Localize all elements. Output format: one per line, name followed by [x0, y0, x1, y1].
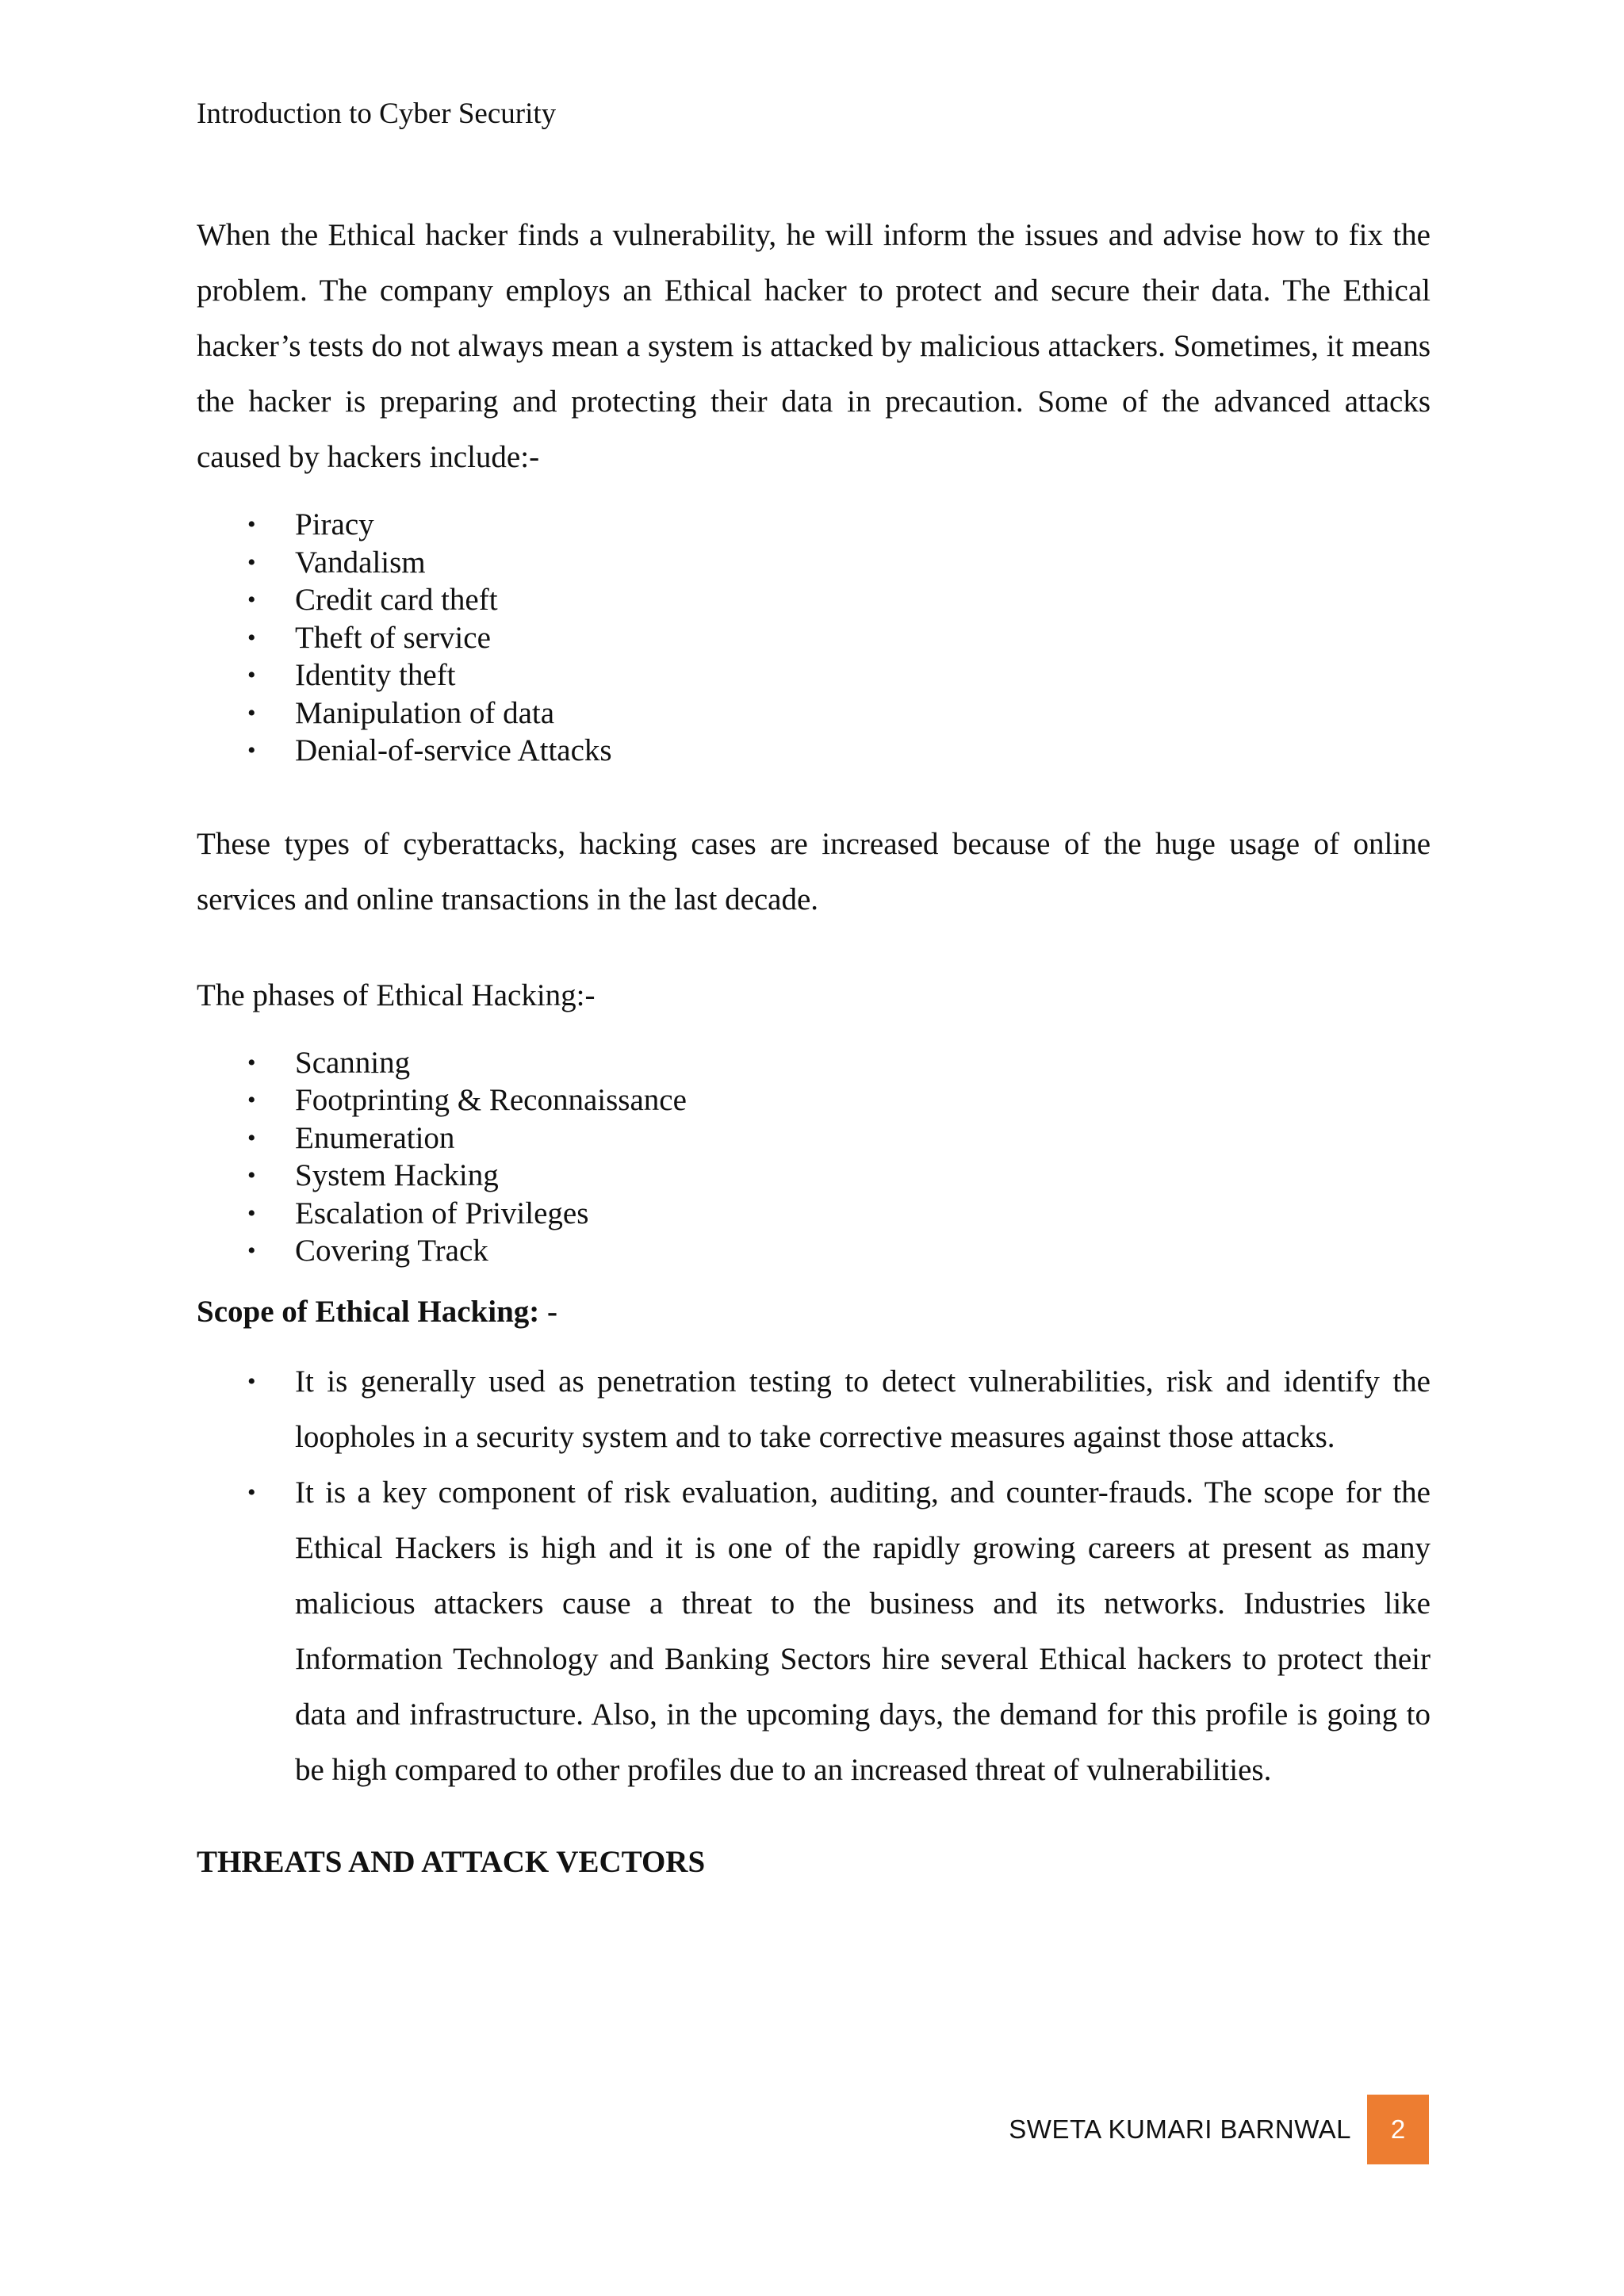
list-item-text: It is generally used as penetration testing to detect vulnerabilities, risk and identify the loopholes in a security system and to take corrective measures against those attacks.	[295, 1364, 1431, 1454]
list-item-text: Vandalism	[295, 545, 426, 580]
bullet-icon: •	[247, 1124, 256, 1151]
list-item	[197, 1157, 1431, 1195]
list-item	[197, 581, 1431, 619]
attacks-list	[197, 506, 1431, 770]
list-item-text: Escalation of Privileges	[295, 1196, 589, 1230]
bullet-icon: •	[247, 737, 256, 763]
scope-heading: Scope of Ethical Hacking: -	[197, 1294, 557, 1329]
list-item	[197, 656, 1431, 695]
list-item-text: Footprinting & Reconnaissance	[295, 1083, 687, 1117]
intro-paragraph: When the Ethical hacker finds a vulnerability, he will inform the issues and advise how to fix the problem. The company employs an Ethical hacker to protect and secure their data. The Ethical hacker’s tests do not always mean a system is attacked by malicious attackers. Sometimes, it means the hacker is preparing and protecting their data in precaution. Some of the advanced attacks caused by hackers include:-	[197, 218, 1431, 474]
list-item	[197, 506, 1431, 544]
list-item-text: Enumeration	[295, 1120, 455, 1155]
author-name: SWETA KUMARI BARNWAL	[1009, 2114, 1351, 2144]
bullet-icon: •	[247, 1479, 256, 1506]
bullet-icon: •	[247, 1162, 256, 1188]
list-item	[197, 695, 1431, 733]
list-item-text: Piracy	[295, 507, 374, 541]
list-item	[197, 1195, 1431, 1233]
bullet-icon: •	[247, 511, 256, 538]
list-item	[197, 544, 1431, 582]
list-item-text: Manipulation of data	[295, 695, 555, 730]
bullet-icon: •	[247, 1368, 256, 1395]
bullet-icon: •	[247, 1200, 256, 1226]
list-item-text: Scanning	[295, 1045, 411, 1080]
bullet-icon: •	[247, 1087, 256, 1113]
bullet-icon: •	[247, 1049, 256, 1076]
list-item-text: Covering Track	[295, 1234, 488, 1268]
list-item	[197, 1119, 1431, 1158]
list-item	[197, 1232, 1431, 1270]
page-footer	[1009, 2095, 1429, 2164]
bullet-icon: •	[247, 587, 256, 613]
list-item	[197, 1044, 1431, 1082]
scope-list	[197, 1354, 1431, 1798]
page-content	[197, 208, 1431, 1882]
list-item	[197, 732, 1431, 770]
list-item	[197, 1465, 1431, 1798]
bullet-icon: •	[247, 1238, 256, 1264]
bullet-icon: •	[247, 624, 256, 651]
phases-intro: The phases of Ethical Hacking:-	[197, 978, 596, 1012]
list-item-text: System Hacking	[295, 1158, 499, 1192]
threats-heading: THREATS AND ATTACK VECTORS	[197, 1844, 706, 1879]
list-item	[197, 1081, 1431, 1119]
bullet-icon: •	[247, 699, 256, 726]
page-number-badge: 2	[1367, 2095, 1429, 2164]
list-item-text: It is a key component of risk evaluation, auditing, and counter-frauds. The scope for the Ethical Hackers is high and it is one of the rapidly growing careers at present as many malicious attackers cause a threat to the business and its networks. Industries like Information Technology and Banking Sectors hire several Ethical hackers to protect their data and infrastructure. Also, in the upcoming days, the demand for this profile is going to be high compared to other profiles due to an increased threat of vulnerabilities.	[295, 1475, 1431, 1787]
phases-list	[197, 1044, 1431, 1270]
bullet-icon: •	[247, 549, 256, 576]
list-item	[197, 1354, 1431, 1465]
cyberattacks-paragraph: These types of cyberattacks, hacking cases are increased because of the huge usage of online services and online transactions in the last decade.	[197, 826, 1431, 916]
bullet-icon: •	[247, 662, 256, 688]
list-item-text: Denial-of-service Attacks	[295, 733, 612, 767]
list-item-text: Theft of service	[295, 620, 491, 655]
list-item-text: Credit card theft	[295, 583, 498, 617]
running-header: Introduction to Cyber Security	[197, 98, 557, 130]
list-item-text: Identity theft	[295, 658, 456, 692]
list-item	[197, 619, 1431, 657]
